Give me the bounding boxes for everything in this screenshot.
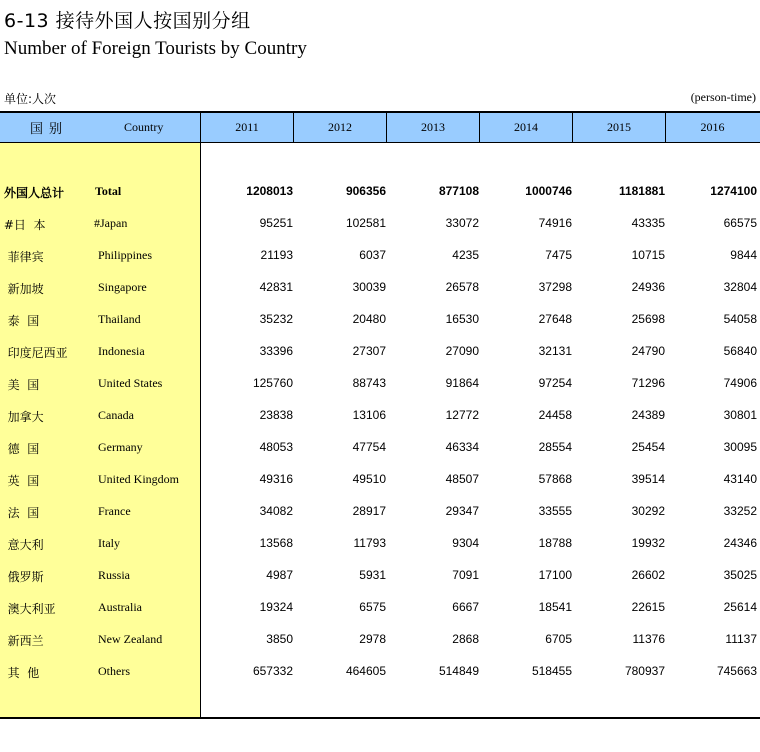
country-name-cn: 加拿大 bbox=[0, 410, 44, 424]
value-cell: 657332 bbox=[252, 664, 293, 678]
value-cell: 23838 bbox=[259, 408, 293, 422]
value-cell: 33396 bbox=[259, 344, 293, 358]
country-name-en: Russia bbox=[98, 568, 131, 582]
value-cell: 66575 bbox=[723, 216, 757, 230]
value-cell: 56840 bbox=[723, 344, 757, 358]
country-name-cn: 法 国 bbox=[0, 506, 40, 520]
value-cell: 74916 bbox=[538, 216, 572, 230]
value-cell: 24346 bbox=[723, 536, 757, 550]
value-cell: 4235 bbox=[452, 248, 479, 262]
country-name-cn: 意大利 bbox=[0, 538, 44, 552]
header-country-en: Country bbox=[124, 120, 164, 134]
value-cell: 49510 bbox=[352, 472, 386, 486]
value-cell: 11376 bbox=[632, 632, 665, 646]
value-cell: 20480 bbox=[352, 312, 386, 326]
value-cell: 26602 bbox=[631, 568, 665, 582]
value-cell: 71296 bbox=[631, 376, 665, 390]
value-cell: 24458 bbox=[538, 408, 572, 422]
table-row bbox=[0, 624, 760, 656]
value-cell: 24389 bbox=[631, 408, 665, 422]
table-row bbox=[0, 496, 760, 528]
country-name-cn: 外国人总计 bbox=[4, 186, 65, 200]
value-cell: 19932 bbox=[631, 536, 665, 550]
value-cell: 12772 bbox=[445, 408, 479, 422]
header-year: 2014 bbox=[480, 113, 573, 142]
table-row bbox=[0, 432, 760, 464]
value-cell: 9304 bbox=[452, 536, 479, 550]
value-cell: 27307 bbox=[352, 344, 386, 358]
country-name-cn: 新西兰 bbox=[0, 634, 44, 648]
value-cell: 30095 bbox=[723, 440, 757, 454]
value-cell: 28917 bbox=[352, 504, 386, 518]
country-name-cn: 英 国 bbox=[0, 474, 40, 488]
value-cell: 25454 bbox=[631, 440, 665, 454]
header-year: 2015 bbox=[573, 113, 666, 142]
country-name-cn: 印度尼西亚 bbox=[0, 346, 68, 360]
value-cell: 30039 bbox=[352, 280, 386, 294]
value-cell: 906356 bbox=[345, 184, 386, 198]
value-cell: 514849 bbox=[438, 664, 479, 678]
country-name-cn: #日 本 bbox=[0, 218, 46, 232]
table-bottom-rule bbox=[0, 717, 760, 719]
value-cell: 43140 bbox=[723, 472, 757, 486]
country-name-en: Italy bbox=[98, 536, 120, 550]
value-cell: 32131 bbox=[538, 344, 572, 358]
value-cell: 877108 bbox=[438, 184, 479, 198]
country-name-en: Others bbox=[98, 664, 130, 678]
value-cell: 74906 bbox=[723, 376, 757, 390]
value-cell: 3850 bbox=[266, 632, 293, 646]
country-name-en: #Japan bbox=[94, 216, 128, 230]
value-cell: 88743 bbox=[352, 376, 386, 390]
value-cell: 7475 bbox=[545, 248, 572, 262]
value-cell: 35232 bbox=[259, 312, 293, 326]
table-row bbox=[0, 656, 760, 688]
table-row bbox=[0, 272, 760, 304]
table-row bbox=[0, 304, 760, 336]
value-cell: 97254 bbox=[538, 376, 572, 390]
value-cell: 32804 bbox=[723, 280, 757, 294]
country-name-en: Indonesia bbox=[98, 344, 145, 358]
country-name-en: Thailand bbox=[98, 312, 141, 326]
value-cell: 6667 bbox=[452, 600, 479, 614]
header-year: 2013 bbox=[387, 113, 480, 142]
value-cell: 1208013 bbox=[246, 184, 293, 198]
header-country-cn: 国别 bbox=[30, 122, 69, 137]
value-cell: 39514 bbox=[631, 472, 665, 486]
value-cell: 26578 bbox=[445, 280, 479, 294]
country-name-cn: 泰 国 bbox=[0, 314, 40, 328]
country-name-en: Australia bbox=[98, 600, 142, 614]
value-cell: 6705 bbox=[545, 632, 572, 646]
country-name-en: New Zealand bbox=[98, 632, 163, 646]
value-cell: 10715 bbox=[631, 248, 665, 262]
total-row bbox=[0, 176, 760, 208]
value-cell: 6037 bbox=[359, 248, 386, 262]
table-row bbox=[0, 528, 760, 560]
value-cell: 13106 bbox=[352, 408, 386, 422]
value-cell: 57868 bbox=[538, 472, 572, 486]
value-cell: 11793 bbox=[353, 536, 386, 550]
table-title-en: Number of Foreign Tourists by Country bbox=[4, 38, 307, 59]
value-cell: 464605 bbox=[345, 664, 386, 678]
value-cell: 19324 bbox=[259, 600, 293, 614]
table-row bbox=[0, 240, 760, 272]
value-cell: 48507 bbox=[445, 472, 479, 486]
value-cell: 47754 bbox=[352, 440, 386, 454]
value-cell: 2868 bbox=[452, 632, 479, 646]
country-name-en: Canada bbox=[98, 408, 134, 422]
country-name-cn: 新加坡 bbox=[0, 282, 44, 296]
value-cell: 49316 bbox=[259, 472, 293, 486]
value-cell: 780937 bbox=[624, 664, 665, 678]
table-row bbox=[0, 464, 760, 496]
value-cell: 28554 bbox=[538, 440, 572, 454]
value-cell: 30292 bbox=[631, 504, 665, 518]
value-cell: 1000746 bbox=[525, 184, 572, 198]
table-header-row bbox=[0, 113, 760, 143]
country-name-cn: 俄罗斯 bbox=[0, 570, 44, 584]
value-cell: 95251 bbox=[259, 216, 293, 230]
header-year: 2016 bbox=[700, 120, 725, 134]
unit-label-en: (person-time) bbox=[690, 90, 756, 104]
value-cell: 102581 bbox=[345, 216, 386, 230]
value-cell: 91864 bbox=[445, 376, 479, 390]
value-cell: 11137 bbox=[725, 632, 757, 646]
value-cell: 54058 bbox=[723, 312, 757, 326]
value-cell: 27090 bbox=[445, 344, 479, 358]
country-name-cn: 美 国 bbox=[0, 378, 40, 392]
value-cell: 17100 bbox=[538, 568, 572, 582]
country-name-en: Singapore bbox=[98, 280, 147, 294]
country-name-en: United Kingdom bbox=[98, 472, 179, 486]
value-cell: 30801 bbox=[723, 408, 757, 422]
value-cell: 27648 bbox=[538, 312, 572, 326]
table-row bbox=[0, 592, 760, 624]
value-cell: 6575 bbox=[359, 600, 386, 614]
value-cell: 125760 bbox=[252, 376, 293, 390]
value-cell: 16530 bbox=[445, 312, 479, 326]
value-cell: 18541 bbox=[538, 600, 572, 614]
country-name-en: United States bbox=[98, 376, 163, 390]
value-cell: 33252 bbox=[723, 504, 757, 518]
table-row bbox=[0, 336, 760, 368]
value-cell: 2978 bbox=[359, 632, 386, 646]
country-name-en: Total bbox=[95, 184, 122, 198]
country-name-cn: 其 他 bbox=[0, 666, 40, 680]
header-year: 2012 bbox=[294, 113, 387, 142]
value-cell: 4987 bbox=[266, 568, 293, 582]
header-country-cell bbox=[0, 113, 201, 142]
value-cell: 25698 bbox=[631, 312, 665, 326]
header-year: 2011 bbox=[201, 113, 294, 142]
value-cell: 5931 bbox=[359, 568, 386, 582]
country-name-cn: 德 国 bbox=[0, 442, 40, 456]
country-name-en: Germany bbox=[98, 440, 143, 454]
value-cell: 1274100 bbox=[710, 184, 757, 198]
table-row bbox=[0, 560, 760, 592]
value-cell: 34082 bbox=[259, 504, 293, 518]
table-row bbox=[0, 208, 760, 240]
country-name-en: France bbox=[98, 504, 131, 518]
value-cell: 37298 bbox=[538, 280, 572, 294]
value-cell: 33555 bbox=[538, 504, 572, 518]
value-cell: 24790 bbox=[631, 344, 665, 358]
value-cell: 21193 bbox=[260, 248, 293, 262]
value-cell: 7091 bbox=[452, 568, 479, 582]
value-cell: 18788 bbox=[538, 536, 572, 550]
value-cell: 33072 bbox=[445, 216, 479, 230]
value-cell: 13568 bbox=[259, 536, 293, 550]
value-cell: 9844 bbox=[730, 248, 757, 262]
value-cell: 1181881 bbox=[618, 184, 665, 198]
value-cell: 25614 bbox=[723, 600, 757, 614]
value-cell: 46334 bbox=[445, 440, 479, 454]
value-cell: 29347 bbox=[445, 504, 479, 518]
value-cell: 518455 bbox=[531, 664, 572, 678]
value-cell: 24936 bbox=[631, 280, 665, 294]
table-row bbox=[0, 400, 760, 432]
country-name-en: Philippines bbox=[98, 248, 153, 262]
country-name-cn: 菲律宾 bbox=[0, 250, 44, 264]
value-cell: 745663 bbox=[716, 664, 757, 678]
value-cell: 35025 bbox=[723, 568, 757, 582]
unit-label-cn: 单位:人次 bbox=[4, 92, 57, 106]
table-row bbox=[0, 368, 760, 400]
value-cell: 42831 bbox=[259, 280, 293, 294]
value-cell: 48053 bbox=[259, 440, 293, 454]
country-name-cn: 澳大利亚 bbox=[0, 602, 56, 616]
value-cell: 22615 bbox=[631, 600, 665, 614]
table-title-cn: 6-13 接待外国人按国别分组 bbox=[4, 10, 251, 32]
value-cell: 43335 bbox=[631, 216, 665, 230]
